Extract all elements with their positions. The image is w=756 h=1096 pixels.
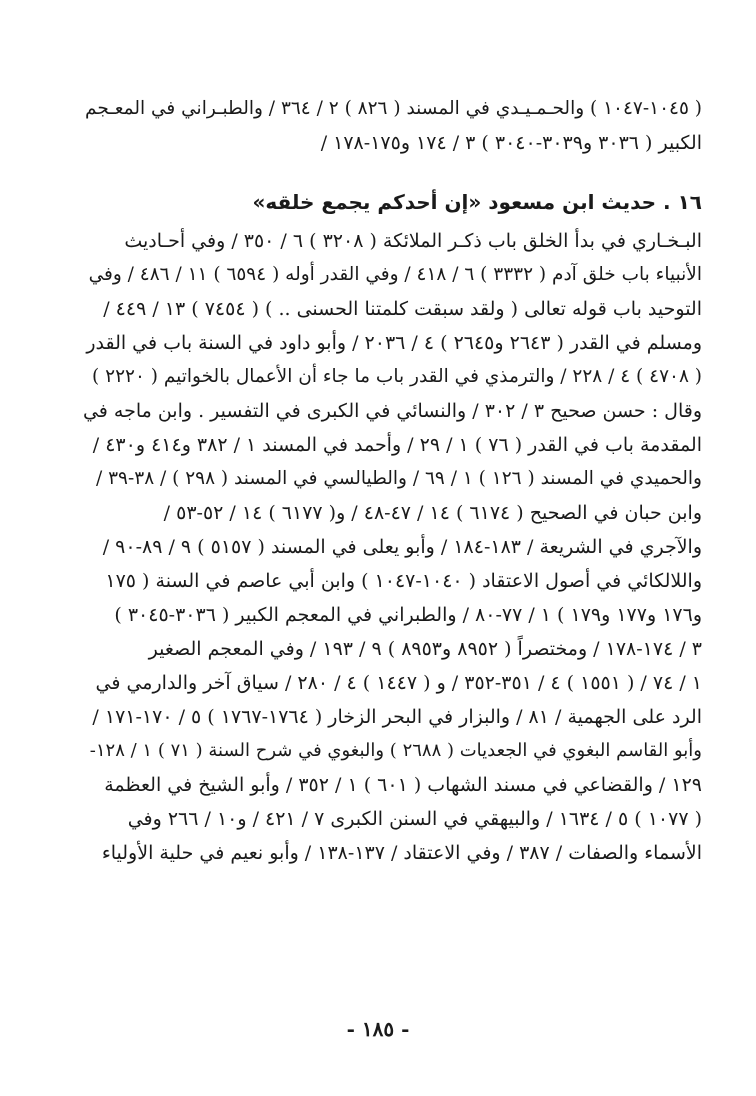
- page-number: - ١٨٥ -: [346, 1017, 410, 1041]
- text-line: وقال : حسن صحيح ٣ / ٣٠٢ / والنسائي في الكبرى في التفسير . وابن ماجه في: [82, 400, 702, 422]
- text-line: التوحيد باب قوله تعالى ( ولقد سبقت كلمتنا الحسنى .. ) ( ٧٤٥٤ ) ١٣ / ٤٤٩ /: [103, 298, 702, 320]
- text-line: ١٢٩ / والقضاعي في مسند الشهاب ( ٦٠١ ) ١ / ٣٥٢ / وأبو الشيخ في العظمة: [104, 774, 702, 796]
- text-line: وأبو القاسم البغوي في الجعديات ( ٢٦٨٨ ) والبغوي في شرح السنة ( ٧١ ) ١ / ١٢٨-: [89, 740, 702, 761]
- text-line: ١ / ٧٤ / ( ١٥٥١ ) ٤ / ٣٥١-٣٥٢ / و ( ١٤٤٧ ) ٤ / ٢٨٠ / سياق آخر والدارمي في: [95, 672, 702, 694]
- references-paragraph: [82, 224, 702, 870]
- text-line: المقدمة باب في القدر ( ٧٦ ) ١ / ٢٩ / وأحمد في المسند ١ / ٣٨٢ و٤١٤ و٤٣٠ /: [92, 434, 702, 456]
- text-line: البـخـاري في بدأ الخلق باب ذكـر الملائكة ( ٣٢٠٨ ) ٦ / ٣٥٠ / وفي أحـاديث: [124, 230, 702, 252]
- continued-references: [82, 92, 702, 160]
- text-line: ومسلم في القدر ( ٢٦٤٣ و٢٦٤٥ ) ٤ / ٢٠٣٦ / وأبو داود في السنة باب في القدر: [86, 332, 702, 354]
- text-line: ٣ / ١٧٤-١٧٨ / ومختصراً ( ٨٩٥٢ و٨٩٥٣ ) ٩ / ١٩٣ / وفي المعجم الصغير: [148, 638, 702, 660]
- text-line: والآجري في الشريعة / ١٨٣-١٨٤ / وأبو يعلى في المسند ( ٥١٥٧ ) ٩ / ٨٩-٩٠ /: [102, 536, 702, 558]
- text-line: الكبير ( ٣٠٣٦ و٣٠٣٩-٣٠٤٠ ) ٣ / ١٧٤ و١٧٥-١٧٨ /: [320, 132, 702, 154]
- text-line: ( ١٠٧٧ ) ٥ / ١٦٣٤ / والبيهقي في السنن الكبرى ٧ / ٤٢١ / و١٠ / ٢٦٦ وفي: [127, 808, 702, 830]
- text-line: ( ١٠٤٥-١٠٤٧ ) والحـمـيـدي في المسند ( ٨٢٦ ) ٢ / ٣٦٤ / والطبـراني في المعـجم: [85, 98, 702, 119]
- text-line: واللالكائي في أصول الاعتقاد ( ١٠٤٠-١٠٤٧ ) وابن أبي عاصم في السنة ( ١٧٥: [105, 570, 702, 592]
- text-line: ( ٤٧٠٨ ) ٤ / ٢٢٨ / والترمذي في القدر باب ما جاء أن الأعمال بالخواتيم ( ٢٢٢٠ ): [92, 366, 702, 387]
- text-line: الرد على الجهمية / ٨١ / والبزار في البحر الزخار ( ١٧٦٤-١٧٦٧ ) ٥ / ١٧٠-١٧١ /: [92, 706, 702, 728]
- text-line: وابن حبان في الصحيح ( ٦١٧٤ ) ١٤ / ٤٧-٤٨ / و( ٦١٧٧ ) ١٤ / ٥٢-٥٣ /: [163, 502, 702, 524]
- text-line: و١٧٦ و١٧٧ و١٧٩ ) ١ / ٧٧-٨٠ / والطبراني في المعجم الكبير ( ٣٠٣٦-٣٠٤٥ ): [114, 604, 702, 626]
- text-line: والحميدي في المسند ( ١٢٦ ) ١ / ٦٩ / والطيالسي في المسند ( ٢٩٨ ) / ٣٨-٣٩ /: [96, 468, 702, 489]
- text-line: الأسماء والصفات / ٣٨٧ / وفي الاعتقاد / ١٣٧-١٣٨ / وأبو نعيم في حلية الأولياء: [101, 842, 702, 864]
- section-heading: ١٦ . حديث ابن مسعود «إن أحدكم يجمع خلقه»: [252, 190, 702, 214]
- text-line: الأنبياء باب خلق آدم ( ٣٣٣٢ ) ٦ / ٤١٨ / وفي القدر أوله ( ٦٥٩٤ ) ١١ / ٤٨٦ / وفي: [88, 264, 702, 285]
